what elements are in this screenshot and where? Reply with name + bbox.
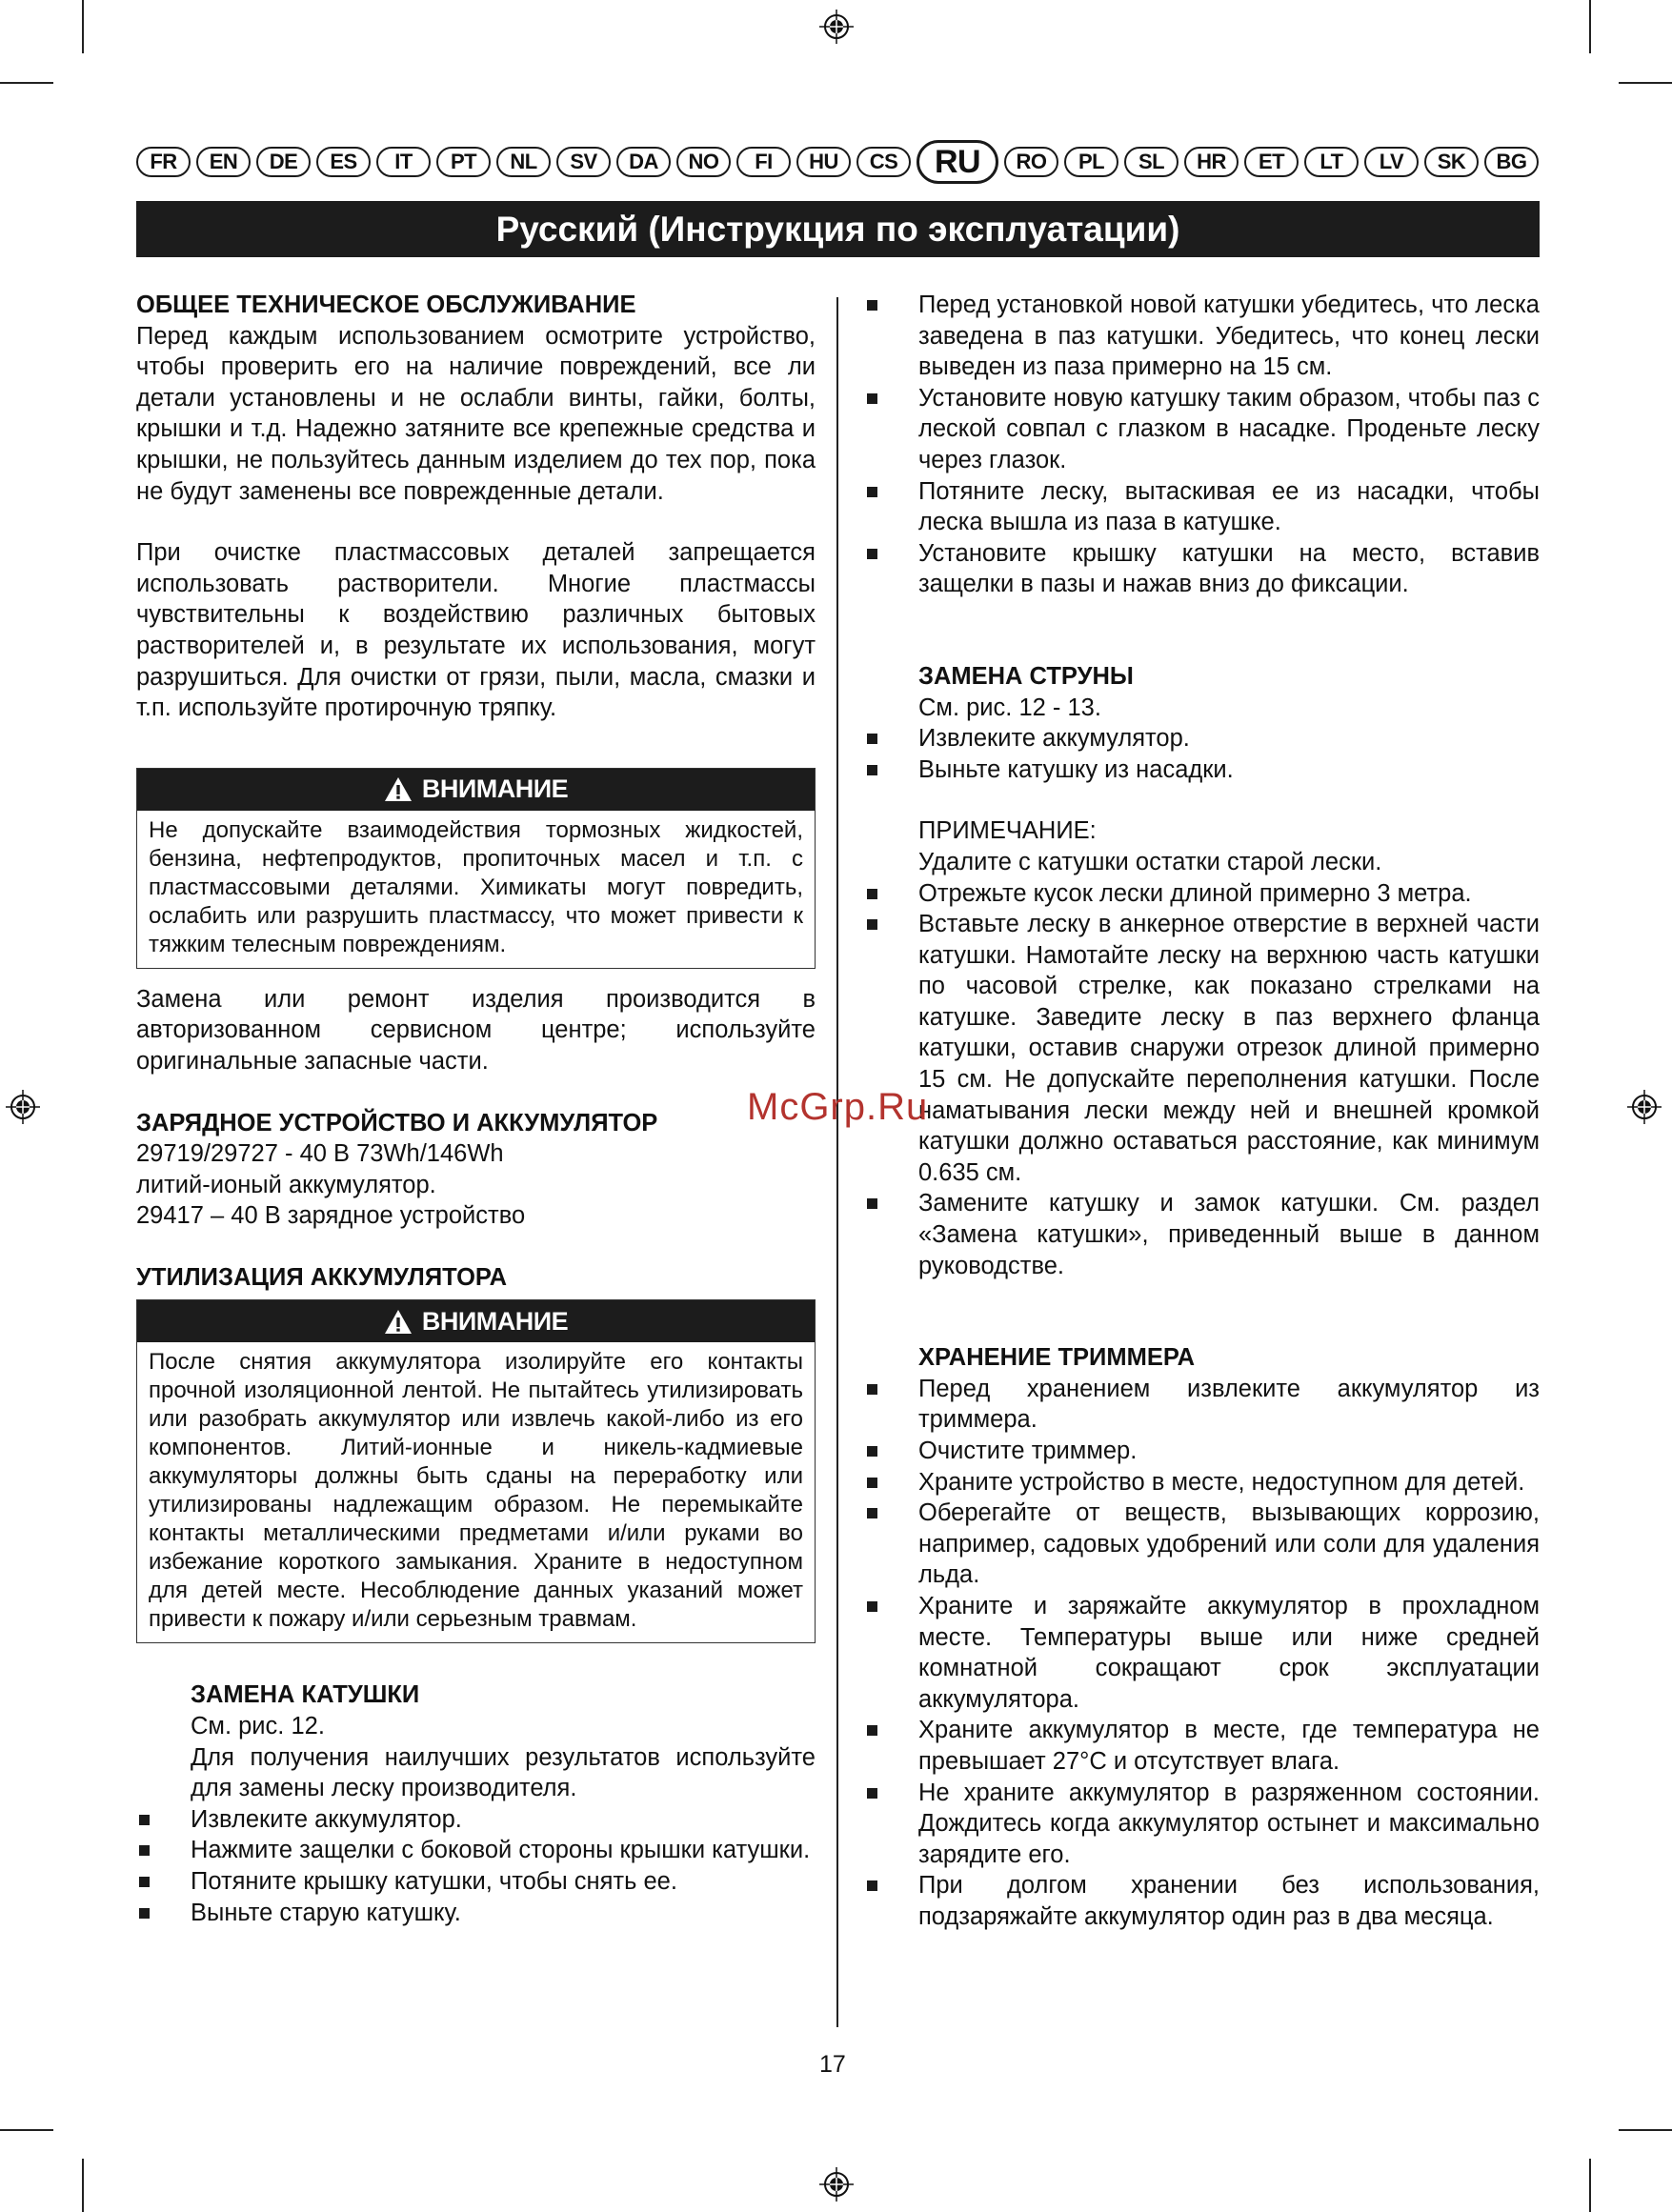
list-item: Потяните крышку катушки, чтобы снять ее. [136, 1866, 816, 1898]
crop-mark [82, 2159, 84, 2212]
warning-triangle-icon [384, 776, 413, 802]
warning-triangle-icon [384, 1309, 413, 1335]
registration-mark-icon [819, 10, 854, 44]
warning-text: После снятия аккумулятора изолируйте его контакты прочной изоляционной лентой. Не пытайтесь утилизировать или разобрать аккумулятор или извлечь какой-либо из его компонентов. Литий-ионные и никель-кадмиевые аккумуляторы должны быть сданы на переработку или утилизированы надлежащим образом. Не перемыкайте контакты металлическими предметами и/или руками во избежание короткого замыкания. Храните в недоступном для детей месте. Несоблюдение данных указаний может привести к пожару и/или серьезным травмам. [149, 1349, 803, 1633]
list-item: Вставьте леску в анкерное отверстие в верхней части катушки. Намотайте леску на верхнюю часть катушки по часовой стрелке, как показано стрелками на катушке. Заведите леску в паз верхнего фланца катушки, оставив снаружи отрезок длиной примерно 15 см. Не допускайте переполнения катушки. После наматывания лески между ней и внешней кромкой катушки должно оставаться расстояние, как минимум 0.635 см. [864, 909, 1540, 1188]
warning-title: ВНИМАНИЕ [421, 1307, 569, 1337]
language-tab-sl: SL [1124, 147, 1178, 177]
language-tab-ru: RU [917, 140, 998, 184]
list-item: Извлеките аккумулятор. [864, 723, 1540, 754]
language-tab-hu: HU [796, 147, 851, 177]
crop-mark [82, 0, 84, 53]
list-item: Выньте старую катушку. [136, 1898, 816, 1929]
spool-intro: Для получения наилучших результатов используйте для замены леску производителя. [191, 1743, 816, 1802]
cleaning-paragraph: При очистке пластмассовых деталей запрещается использовать растворители. Многие пластмассы чувствительны к воздействию различных бытовых растворителей и, в результате их использования, могут разрушиться. Для очистки от грязи, пыли, масла, смазки и т.п. используйте протирочную тряпку. [136, 539, 816, 722]
list-item: Потяните леску, вытаскивая ее из насадки, чтобы леска вышла из паза в катушке. [864, 476, 1540, 538]
maintenance-paragraph: Перед каждым использованием осмотрите устройство, чтобы проверить его на наличие повреждений, все ли детали установлены и не ослабли винты, гайки, болты, крышки и т.д. Надежно затяните все крепежные средства и крышки, не пользуйтесь данным изделием до тех пор, пока не будут заменены все поврежденные детали. [136, 322, 816, 505]
column-divider [836, 297, 838, 2027]
charger-line: 29719/29727 - 40 В 73Wh/146Wh [136, 1140, 504, 1168]
crop-mark [1589, 0, 1591, 53]
watermark: McGrp.Ru [747, 1086, 929, 1128]
list-item: Храните аккумулятор в месте, где температура не превышает 27°C и отсутствует влага. [864, 1715, 1540, 1777]
crop-mark [1619, 2129, 1672, 2131]
language-tab-lt: LT [1304, 147, 1359, 177]
list-item: Отрежьте кусок лески длиной примерно 3 метра. [864, 878, 1540, 910]
language-tab-pl: PL [1064, 147, 1118, 177]
line-steps-list [864, 723, 1540, 785]
registration-mark-icon [819, 2167, 854, 2202]
language-tab-no: NO [676, 147, 731, 177]
warning-header [137, 769, 815, 811]
crop-mark [1619, 82, 1672, 84]
list-item: Не храните аккумулятор в разряженном состоянии. Дождитесь когда аккумулятор остынет и максимально зарядите его. [864, 1778, 1540, 1871]
language-tab-hr: HR [1184, 147, 1239, 177]
storage-heading: ХРАНЕНИЕ ТРИММЕРА [918, 1344, 1196, 1372]
note-text: Удалите с катушки остатки старой лески. [918, 848, 1382, 875]
list-item: Храните и заряжайте аккумулятор в прохладном месте. Температуры выше или ниже средней комнатной сокращают срок эксплуатации аккумулятора. [864, 1591, 1540, 1715]
language-tab-es: ES [316, 147, 371, 177]
language-bar [136, 142, 1539, 182]
spool-steps-list [136, 1804, 816, 1928]
language-tab-nl: NL [496, 147, 551, 177]
language-tab-cs: CS [856, 147, 911, 177]
warning-box-battery [136, 1299, 816, 1643]
language-tab-et: ET [1244, 147, 1299, 177]
registration-mark-icon [1627, 1090, 1662, 1124]
maintenance-heading: ОБЩЕЕ ТЕХНИЧЕСКОЕ ОБСЛУЖИВАНИЕ [136, 292, 636, 318]
crop-mark [0, 2129, 53, 2131]
language-tab-pt: PT [436, 147, 491, 177]
storage-steps-list [864, 1374, 1540, 1933]
warning-title: ВНИМАНИЕ [421, 774, 569, 804]
spool-steps-continued-list [864, 290, 1540, 600]
list-item: При долгом хранении без использования, подзаряжайте аккумулятор один раз в два месяца. [864, 1870, 1540, 1932]
charger-line: 29417 – 40 В зарядное устройство [136, 1202, 526, 1230]
list-item: Установите крышку катушки на место, вставив защелки в пазы и нажав вниз до фиксации. [864, 538, 1540, 600]
figure-reference: См. рис. 12 - 13. [918, 694, 1101, 721]
page-number: 17 [819, 2051, 846, 2078]
list-item: Перед хранением извлеките аккумулятор из триммера. [864, 1374, 1540, 1436]
list-item: Перед установкой новой катушки убедитесь, что леска заведена в паз катушки. Убедитесь, что конец лески выведен из паза примерно на 15 см. [864, 290, 1540, 383]
language-tab-da: DA [616, 147, 671, 177]
registration-mark-icon [6, 1090, 40, 1124]
warning-header [137, 1300, 815, 1342]
language-tab-lv: LV [1364, 147, 1419, 177]
spool-heading: ЗАМЕНА КАТУШКИ [191, 1681, 420, 1709]
warning-box-plastics [136, 768, 816, 969]
line-replacement-heading: ЗАМЕНА СТРУНЫ [918, 662, 1134, 690]
language-tab-ro: RO [1004, 147, 1058, 177]
disposal-heading: УТИЛИЗАЦИЯ АККУМУЛЯТОРА [136, 1263, 508, 1291]
note-label: ПРИМЕЧАНИЕ: [918, 817, 1097, 845]
language-tab-fr: FR [136, 147, 191, 177]
crop-mark [0, 82, 53, 84]
right-column [864, 290, 1540, 1933]
charger-heading: ЗАРЯДНОЕ УСТРОЙСТВО И АККУМУЛЯТОР [136, 1109, 658, 1136]
list-item: Очистите триммер. [864, 1436, 1540, 1467]
list-item: Замените катушку и замок катушки. См. раздел «Замена катушки», приведенный выше в данном руководстве. [864, 1188, 1540, 1281]
page-title: Русский (Инструкция по эксплуатации) [136, 201, 1540, 257]
language-tab-de: DE [256, 147, 311, 177]
language-tab-it: IT [376, 147, 431, 177]
list-item: Оберегайте от веществ, вызывающих коррозию, например, садовых удобрений или соли для удаления льда. [864, 1498, 1540, 1591]
language-tab-en: EN [196, 147, 251, 177]
language-tab-sv: SV [556, 147, 611, 177]
repair-paragraph: Замена или ремонт изделия производится в авторизованном сервисном центре; используйте оригинальные запасные части. [136, 985, 816, 1075]
crop-mark [1589, 2159, 1591, 2212]
warning-text: Не допускайте взаимодействия тормозных жидкостей, бензина, нефтепродуктов, пропиточных масел и т.п. с пластмассовыми деталями. Химикаты могут повредить, ослабить или разрушить пластмассу, что может привести к тяжким телесным повреждениям. [149, 816, 803, 957]
list-item: Нажмите защелки с боковой стороны крышки катушки. [136, 1835, 816, 1866]
charger-line: литий-ионый аккумулятор. [136, 1171, 436, 1198]
list-item: Установите новую катушку таким образом, чтобы паз с леской совпал с глазком в насадке. Проденьте леску через глазок. [864, 383, 1540, 476]
line-steps-list [864, 878, 1540, 1282]
language-tab-fi: FI [736, 147, 791, 177]
left-column [136, 290, 816, 1928]
language-tab-bg: BG [1484, 147, 1539, 177]
list-item: Извлеките аккумулятор. [136, 1804, 816, 1836]
list-item: Храните устройство в месте, недоступном для детей. [864, 1467, 1540, 1498]
language-tab-sk: SK [1424, 147, 1479, 177]
list-item: Выньте катушку из насадки. [864, 754, 1540, 786]
figure-reference: См. рис. 12. [191, 1713, 325, 1740]
